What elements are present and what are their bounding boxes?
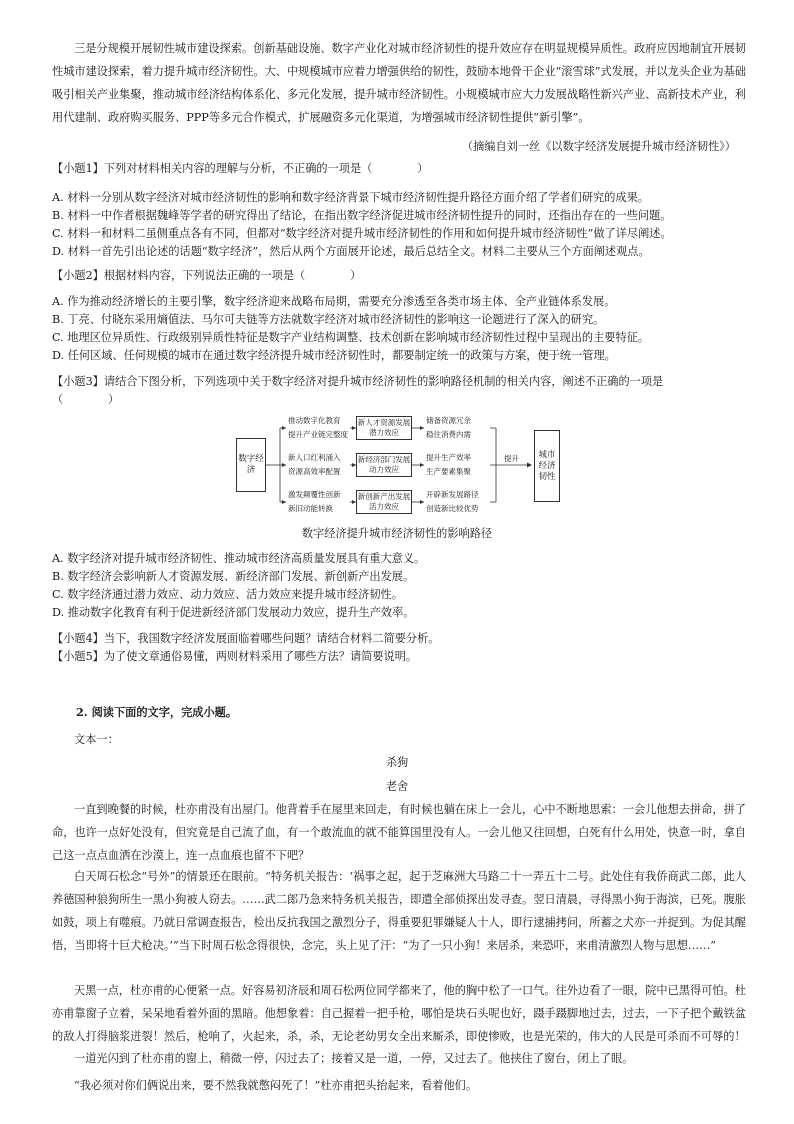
diagram-col1-row1-line1: 推动数字化教育 (288, 416, 341, 425)
diagram-col2-row2-line2: 动力效应 (369, 465, 399, 474)
question-3-option-a: A. 数字经济对提升城市经济韧性、推动城市经济高质量发展具有重大意义。 (52, 552, 426, 565)
story-paragraph-2: 白天周石松念“号外”的情景还在眼前。“特务机关报告：‘祸事之起，起于芝麻洲大马路二十一弄五十二号。此处住有我侨商武二郎，此人养德国种狼狗所生一黑小狗被人窃去。……武二郎乃急来特务机关报告，即遣全部侦探出发寻查。翌日清晨，寻得黑小狗于海滨，已死。腹胀如鼓，项上有噬痕。乃就日常调查报告，检出反抗我国之激烈分子，得重要犯罪嫌疑人十人，即行逮捕拷问，所蓄之犬亦一并捉到。为促其醒悟，当即将十巨犬枪决。’”当下时周石松念得很快，念完，头上见了汗：“为了一只小狗！来居杀，来恐吓，来甫清激烈人物与思想……” (52, 870, 746, 952)
text-one-label: 文本一： (74, 733, 119, 746)
question-2-stem: 【小题2】根据材料内容，下列说法正确的一项是（ ） (52, 269, 362, 282)
story-paragraph-5: “我必须对你们俩说出来，要不然我就憋闷死了！”杜亦甫把头抬起来，看着他们。 (74, 1079, 478, 1092)
question-2-option-b: B. 丁亮、付晓东采用熵值法、马尔可夫链等方法就数字经济对城市经济韧性的影响这一论题进行了深入的研究。 (52, 313, 605, 326)
diagram-effect-potential (356, 416, 412, 440)
diagram-col3-row1-line2: 稳住消费内需 (426, 430, 471, 439)
question-1-option-c: C. 材料一和材料二虽侧重点各有不同，但都对“数字经济对提升城市经济韧性的作用和如何提升城市经济韧性”做了详尽阐述。 (52, 227, 672, 240)
diagram-col3-row1-line1: 储备资源冗余 (426, 416, 471, 425)
diagram-col2-row3-line2: 活力效应 (369, 502, 399, 511)
question-1-option-d: D. 材料一首先引出论述的话题“数字经济”，然后从两个方面展开论述，最后总结全文。材料二主要从三个方面阐述观点。 (52, 245, 650, 258)
source-citation: （摘编自刘一丝《以数字经济发展提升城市经济韧性》） (461, 140, 736, 153)
material-paragraph: 三是分规模开展韧性城市建设探索。创新基础设施、数字产业化对城市经济韧性的提升效应存在明显规模异质性。政府应因地制宜开展韧性城市建设探索，着力提升城市经济韧性。大、中规模城市应着力增强供给的韧性，鼓励本地骨干企业“滚雪球”式发展，并以龙头企业为基础吸引相关产业集聚，推动城市经济结构体系化、多元化发展，提升城市经济韧性。小规模城市应大力发展战略性新兴产业、高新技术产业，利用代建制、政府购买服务、PPP等多元合作模式，扩展融资多元化渠道，为增强城市经济韧性提供“新引擎”。 (52, 42, 746, 124)
story-paragraph-4: 一道光闪到了杜亦甫的窗上，稍微一停，闪过去了；接着又是一道，一停，又过去了。他挟住了窗台，闭上了眼。 (74, 1052, 634, 1065)
diagram-arrow-label: 提升 (504, 454, 519, 463)
question-4: 【小题4】当下，我国数字经济发展面临着哪些问题？请结合材料二简要分析。 (52, 632, 440, 645)
question-1-stem: 【小题1】下列对材料相关内容的理解与分析，不正确的一项是（ ） (52, 162, 429, 175)
diagram-col1-row2-line1: 新人口红利涌入 (288, 453, 341, 462)
question-3-option-d: D. 推动数字化教育有利于促进新经济部门发展动力效应，提升生产效率。 (52, 606, 415, 619)
diagram-col2-row2-line1: 新经济部门发展 (357, 455, 411, 464)
question-2-option-d: D. 任何区域、任何规模的城市在通过数字经济提升城市经济韧性时，都要制定统一的政策与方案，便于统一管理。 (52, 349, 616, 362)
story-title: 杀狗 (385, 756, 409, 769)
question-2-option-a: A. 作为推动经济增长的主要引擎，数字经济迎来战略布局期，需要充分渗透至各类市场主体、全产业链体系发展。 (52, 295, 616, 308)
story-paragraph-3: 天黑一点，杜亦甫的心便紧一点。好容易初济辰和周石松两位同学都来了，他的胸中松了一口气。往外边看了一眼，院中已黑得可怕。杜亦甫靠窗子立着，呆呆地看着外面的黑暗。他想象着：自己握着一把手枪，哪怕是块石头呢也好，蹑手蹑脚地过去，过去，一下子把个戴铁盆的敌人打得脑浆迸裂！然后，枪响了，火起来，杀，杀，无论老幼男女全出来厮杀，即使惨败，也是光荣的，伟大的人民是可杀而不可辱的！ (52, 984, 746, 1043)
story-paragraph-1: 一直到晚餐的时候，杜亦甫没有出屋门。他背着手在屋里来回走，有时候也躺在床上一会儿，心中不断地思索：一会儿他想去拼命，拼了命，也许一点好处没有，但究竟是自己流了血，有一个敢流血的就不能算国里没有人。一会儿他又往回想，白死有什么用处，快意一时，拿自己这一点点血洒在沙漠上，连一点血痕也留不下吧？ (52, 803, 746, 862)
diagram-col3-row2-line1: 提升生产效率 (426, 453, 471, 462)
diagram-effect-power (356, 453, 412, 477)
diagram-col1-row3-line2: 新旧动能转换 (288, 504, 333, 513)
diagram-col1-row1-line2: 提升产业链完整度 (288, 430, 348, 439)
question-1-option-b: B. 材料一中作者根据魏峰等学者的研究得出了结论，在指出数字经济促进城市经济韧性提升的同时，还指出存在的一些问题。 (52, 209, 672, 222)
diagram-col2-row3-line1: 新创新产出发展 (357, 492, 411, 501)
diagram-node-urban-resilience (534, 430, 560, 502)
diagram-col2-row1-line1: 新人才资源发展 (357, 418, 411, 427)
diagram-node-digital-economy-label: 数字经济 (238, 454, 264, 475)
diagram-effect-vitality (356, 490, 412, 514)
diagram-col3-row3-line1: 开辟新发展路径 (426, 490, 479, 499)
diagram-col3-row3-line2: 创造新比较优势 (426, 504, 479, 513)
question-5: 【小题5】为了使文章通俗易懂，两则材料采用了哪些方法？请简要说明。 (52, 650, 418, 663)
diagram-node-digital-economy (236, 438, 266, 492)
question-1-option-a: A. 材料一分别从数字经济对城市经济韧性的影响和数字经济背景下城市经济韧性提升路径方面介绍了学者们研究的成果。 (52, 191, 649, 204)
diagram-caption: 数字经济提升城市经济韧性的影响路径 (301, 527, 493, 540)
diagram-col1-row2-line2: 资源高效率配置 (288, 467, 341, 476)
diagram-col3-row2-line2: 生产要素集聚 (426, 467, 471, 476)
question-3-stem-blank: （ ） (52, 393, 120, 406)
story-author: 老舍 (385, 780, 409, 793)
section-2-heading: 2. 阅读下面的文字，完成小题。 (76, 705, 238, 719)
influence-path-diagram (232, 412, 568, 518)
diagram-col2-row1-line2: 潜力效应 (369, 428, 399, 437)
question-3-stem: 【小题3】请结合下图分析，下列选项中关于数字经济对提升城市经济韧性的影响路径机制的相关内容，阐述不正确的一项是 (52, 375, 664, 388)
question-3-option-b: B. 数字经济会影响新人才资源发展、新经济部门发展、新创新产出发展。 (52, 570, 415, 583)
question-2-option-c: C. 地理区位异质性、行政级别异质性特征是数字产业结构调整、技术创新在影响城市经济韧性过程中呈现出的主要特征。 (52, 331, 650, 344)
question-3-option-c: C. 数字经济通过潜力效应、动力效应、活力效应来提升城市经济韧性。 (52, 588, 403, 601)
diagram-col1-row3-line1: 激发颠覆性创新 (288, 490, 341, 499)
diagram-node-urban-resilience-label: 城市经济韧性 (538, 449, 556, 482)
